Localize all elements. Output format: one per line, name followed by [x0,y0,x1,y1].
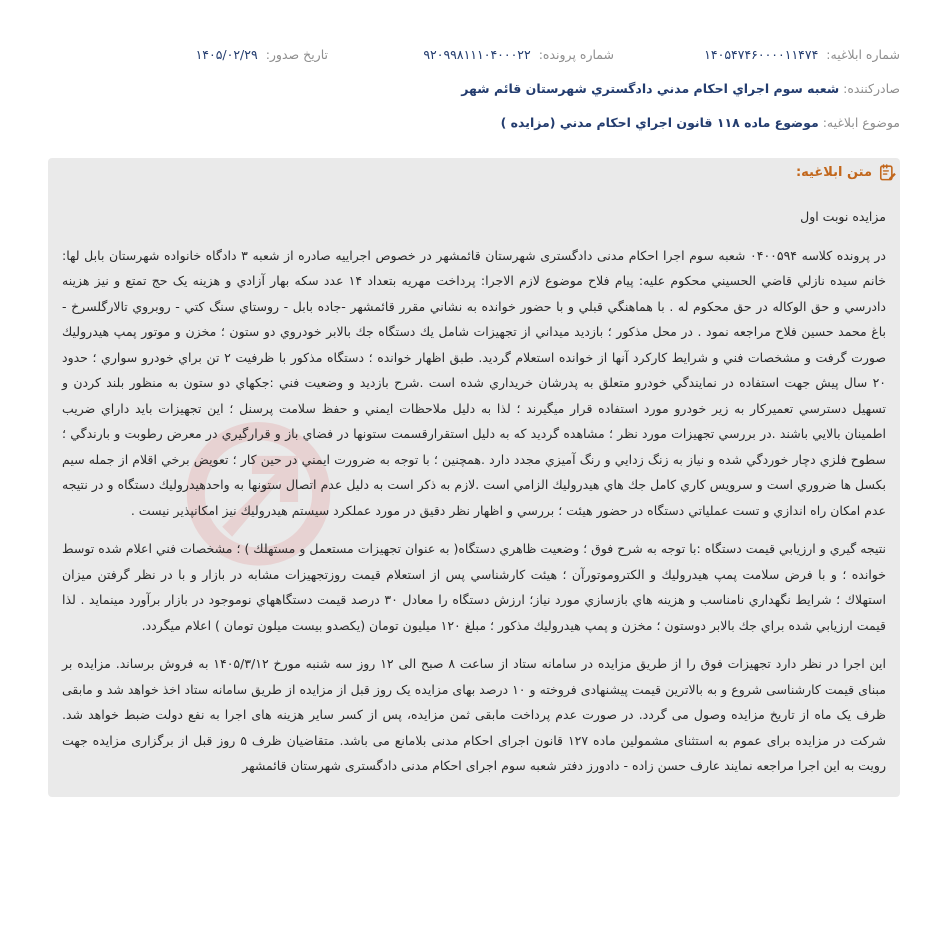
case-number-value: ۹۲۰۹۹۸۱۱۱۰۴۰۰۰۲۲ [423,47,531,62]
notice-number [620,44,900,66]
case-number-label: شماره پرونده: [538,47,614,62]
meta-row-subject [48,112,900,134]
issuer-label: صادرکننده: [843,81,900,96]
notice-number-value: ۱۴۰۵۴۷۴۶۰۰۰۰۱۱۴۷۴ [704,47,819,62]
notice-paragraph-valuation: نتيجه گيري و ارزيابي قيمت دستگاه :با توجه به شرح فوق ؛ وضعيت ظاهري دستگاه( به عنوان تجهيزات مستعمل و مستهلك ) ؛ مشخصات فني اعلام شده توسط خوانده ؛ و با فرض سلامت پمپ هيدروليك و الكتروموتورآن ؛ هيئت كارشناسي پس از استعلام قيمت روزتجهيزات مشابه در بازار و با در نظر گرفتن ميزان استهلاك ؛ شرايط نگهداري نامناسب و هزينه هاي بازسازي مورد نياز؛ ارزش دستگاه را معادل ۳۰ درصد قيمت دستگاههاي نوموجود در بازار برآورد مينمايد . لذا قيمت ارزيابي شده براي جك بالابر دوستون ؛ مخزن و پمپ هيدروليك مذكور ؛ مبلغ ۱۲۰ ميليون تومان (يكصدو بيست ميلون تومان ) اعلام ميگردد. [62,541,886,633]
subject-value: موضوع ماده ۱۱۸ قانون اجراي احكام مدني (مزايده ) [500,115,819,130]
meta-row-numbers [48,44,900,66]
notice-body [62,204,886,779]
issuer-value: شعبه سوم اجراي احكام مدني دادگستري شهرستان قائم شهر [461,81,840,96]
notice-paragraph-case-details: در پرونده كلاسه ۰۴۰۰۵۹۴ شعبه سوم اجرا احكام مدنی دادگستری شهرستان قائمشهر در خصوص اجراییه صادره از شعبه ۳ دادگاه خانواده شهرستان بابل لها: خانم سيده نازلي قاضي الحسيني محكوم عليه: پيام فلاح موضوع لازم الاجرا: پرداخت مهريه بتعداد ۱۴ عدد سكه بهار آزادي و هزينه يک حج تمتع و نيز هزينه دادرسي و حق الوكاله در حق محكوم له . با هماهنگي قبلي و با حضور خوانده به نشاني مقرر قائمشهر -جاده بابل - روستاي سنگ كتي - روبروي تالارگلسرخ - باغ محمد حسين فلاح مراجعه نمود . در محل مذكور ؛ بازديد ميداني از تجهيزات شامل يك دستگاه جك بالابر خودروي دو ستون ؛ مخزن و موتور پمپ هيدروليك صورت گرفت و مشخصات فني و شرايط كاركرد آنها از خوانده استعلام گرديد. طبق اظهار خوانده ؛ دستگاه مذكور با ظرفيت ۲ تن براي خودرو سواري ؛ حدود ۲۰ سال پيش جهت استفاده در نمايندگي خودرو متعلق به پدرشان خريداري شده است .شرح بازديد و وضعيت فني :جكهاي دو ستون به منظور بلند كردن و تسهيل دسترسي تعميركار به زير خودرو مورد استفاده قرار ميگيرند ؛ لذا به دليل ملاحظات ايمني و حفظ سلامت پرسنل ؛ اين تجهيزات بايد داراي ضريب اطمينان بالايي باشند .در بررسي تجهيزات مورد نظر ؛ مشاهده گرديد كه به دليل استقرارقسمت ستونها در فضاي باز و قرارگيري در معرض رطوبت و بارندگي ؛ سطوح فلزي دچار خوردگي شده و نياز به زنگ زدايي و رنگ آميزي مجدد دارد .همچنين ؛ با توجه به ضرورت ايمني در حين كار ؛ تعويض برخي اقلام از جمله سيم بكسل ها ضروري است و سرويس كاري كامل جك هاي هيدروليك الزامي است .لازم به ذكر است به دليل عدم اتصال ستونها به واحدهيدروليك دستگاه و در نتيجه عدم امكان راه اندازي و تست عملياتي دستگاه در حضور هيئت ؛ بررسي و اظهار نظر دقيق در مورد عملكرد سيستم هيدروليك نيز امكانپذير نيست . [62,247,886,518]
issue-date-label: تاریخ صدور: [265,47,328,62]
notice-text-panel [48,158,900,797]
notepad-edit-icon [878,163,897,182]
notice-text-heading-label: متن ابلاغیه: [795,164,872,180]
issue-date-value: ۱۴۰۵/۰۲/۲۹ [195,47,258,62]
case-number [334,44,620,66]
issue-date [48,44,334,66]
notice-paragraph-title: مزايده نوبت اول [800,209,886,224]
meta-row-issuer [48,78,900,100]
notice-text-heading [62,158,897,186]
notice-number-label: شماره ابلاغیه: [826,47,900,62]
subject-label: موضوع ابلاغیه: [822,115,900,130]
notice-paragraph-auction-terms: اين اجرا در نظر دارد تجهيزات فوق را از طريق مزايده در سامانه ستاد از ساعت ۸ صبح الی ۱۲ روز سه شنبه مورخ ۱۴۰۵/۳/۱۲ به فروش برساند. مزايده بر مبنای قيمت كارشناسی شروع و به بالاترين قيمت پيشنهادی فروخته و ۱۰ درصد بهای مزايده يک روز قبل از مزايده از طريق سامانه ستاد اخذ خواهد شد و مابقی ظرف يک ماه از تاريخ مزايده وصول می گردد. در صورت عدم پرداخت مابقی ثمن مزايده، پس از كسر ساير هزينه های اجرا به نفع دولت ضبط خواهد شد. شركت در مزايده برای عموم به استثنای مشمولين ماده ۱۲۷ قانون اجرای احكام مدنی بلامانع می باشد. متقاضيان ظرف ۵ روز قبل از برگزاری مزايده جهت رويت به اين اجرا مراجعه نمايند عارف حسن زاده - دادورز دفتر شعبه سوم اجرای احكام مدنی دادگستری شهرستان قائمشهر [62,656,887,773]
